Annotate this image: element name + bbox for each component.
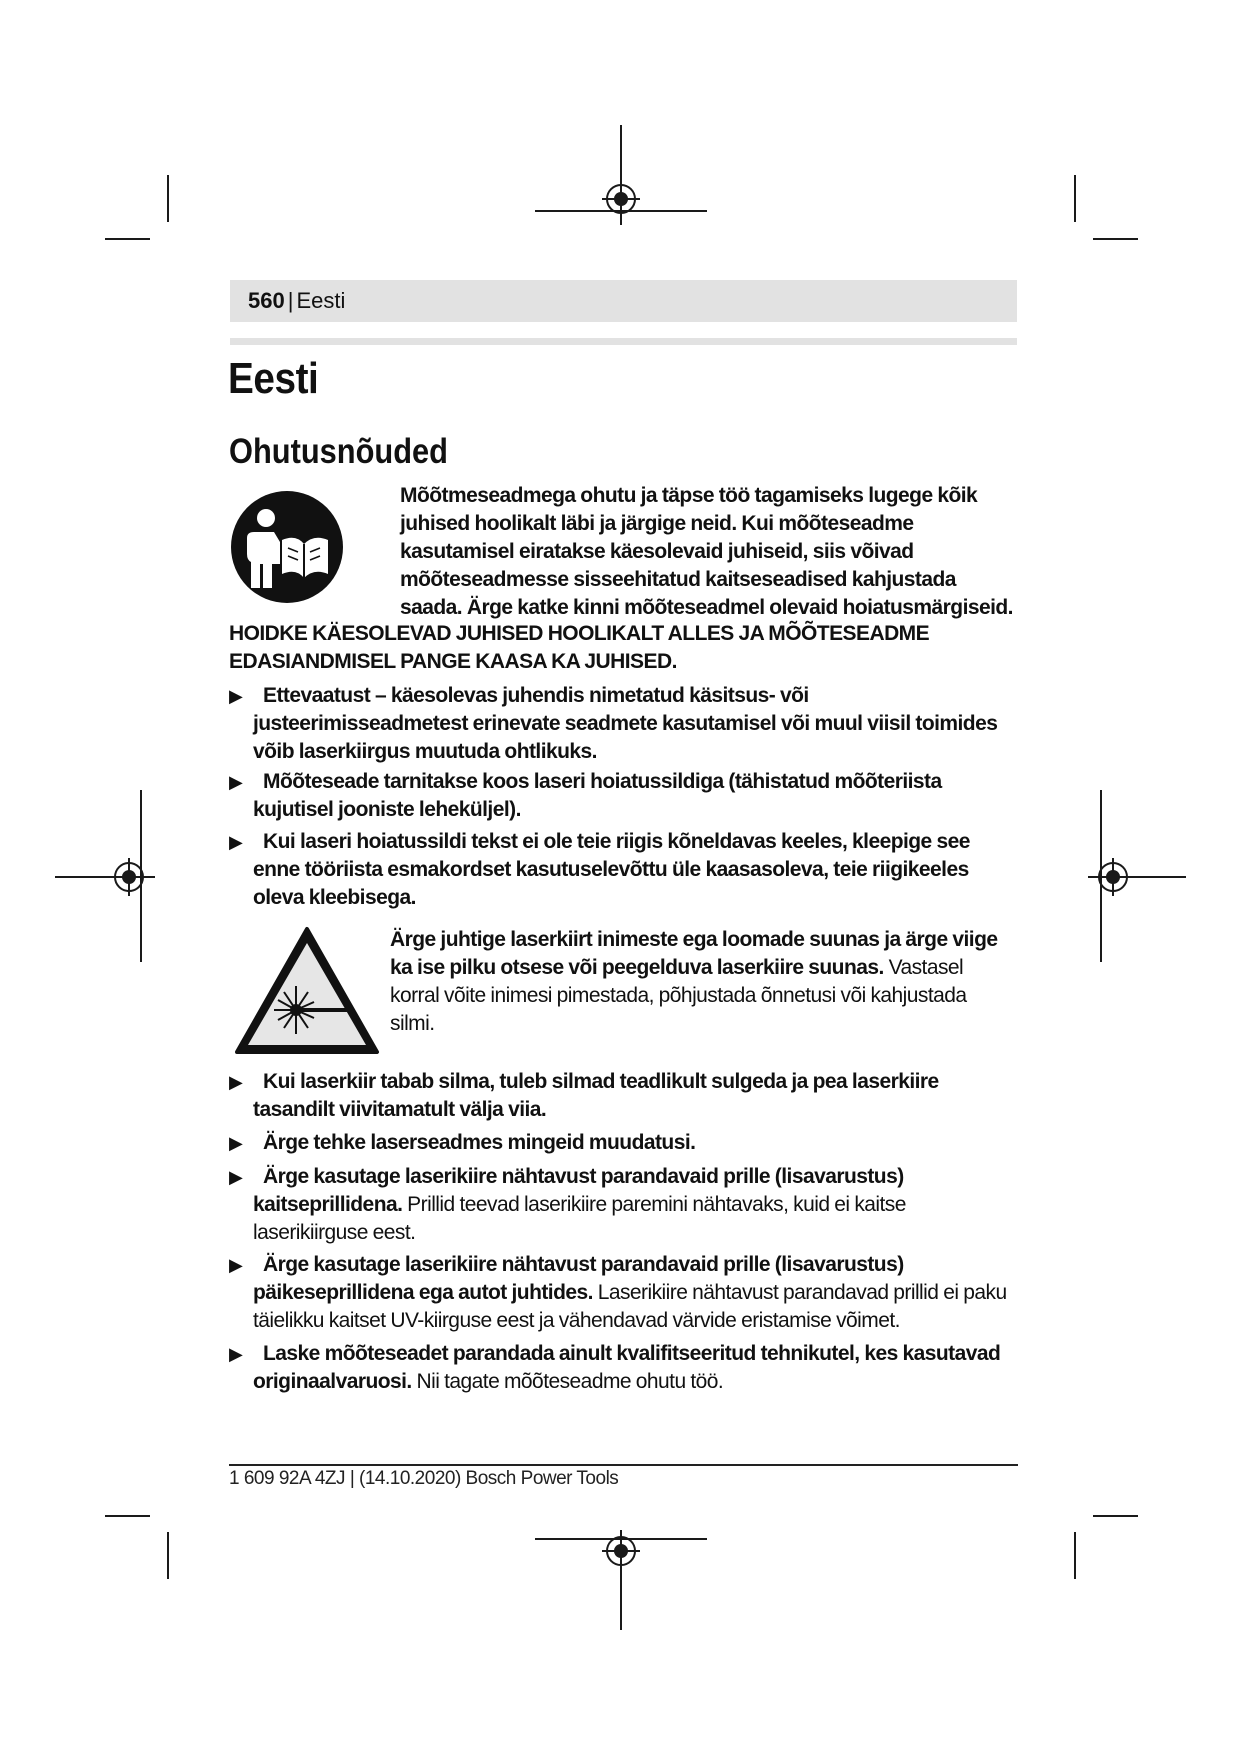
bullet-arrow-icon: ▶ (229, 686, 243, 706)
crop-mark-line (1093, 1515, 1138, 1517)
keep-instructions-notice: HOIDKE KÄESOLEVAD JUHISED HOOLIKALT ALLES JA MÕÕTESEADME EDASIANDMISEL PANGE KAASA KA JUHISED. (229, 622, 930, 673)
bullet-bold-text: Mõõteseade tarnitakse koos laseri hoiatussildiga (tähistatud mõõteriista kujutisel jooniste leheküljel). (253, 770, 942, 821)
laser-warning-bold: Ärge juhtige laserkiirt inimeste ega loomade suunas ja ärge viige ka ise pilku otsese või peegelduva laserkiire suunas. (390, 928, 998, 979)
registration-target-icon (1094, 858, 1132, 896)
bullet-bold-text: Kui laserkiir tabab silma, tuleb silmad teadlikult sulgeda ja pea laserkiire tasandilt viivitamatult välja viia. (253, 1070, 939, 1121)
read-manual-icon (230, 490, 344, 604)
crop-mark-line (1074, 1532, 1076, 1579)
registration-target-icon (602, 180, 640, 218)
bullet-text: Prillid teevad laserikiire paremini nähtavaks, kuid ei kaitse laserikiirguse eest. (253, 1193, 906, 1244)
bullet-bold-text: Kui laseri hoiatussildi tekst ei ole teie riigis kõneldavas keeles, kleepige see enne tööriista esmakordset kasutuselevõttu üle kaasasoleva, teie riigikeeles oleva kleebisega. (253, 830, 970, 909)
crop-mark-line (105, 238, 150, 240)
bullet-bold-text: Ärge kasutage laserikiire nähtavust parandavaid prille (lisavarustus) kaitseprillidena. (253, 1165, 904, 1216)
bullet-text: Laserikiire nähtavust parandavad prillid ei paku täielikku kaitset UV-kiirguse eest ja vähendavad värvide eristamise võimet. (253, 1281, 1007, 1332)
list-item (229, 1163, 1019, 1247)
header-separator: | (287, 288, 294, 313)
bullet-bold-text: Laske mõõteseadet parandada ainult kvalifitseeritud tehnikutel, kes kasutavad originaalvaruosi. (253, 1342, 1001, 1393)
crop-mark-line (167, 175, 169, 222)
bullet-arrow-icon: ▶ (229, 772, 243, 792)
bullet-text: Nii tagate mõõteseadme ohutu töö. (411, 1370, 724, 1393)
registration-target-icon (110, 858, 148, 896)
bullet-bold-text: Ärge kasutage laserikiire nähtavust parandavaid prille (lisavarustus) päikeseprillidena ega autot juhtides. (253, 1253, 904, 1304)
bullet-arrow-icon: ▶ (229, 1133, 243, 1153)
list-item (229, 768, 1019, 824)
header-rule (230, 338, 1017, 345)
bullet-bold-text: Ärge tehke laserseadmes mingeid muudatusi. (263, 1131, 696, 1154)
crop-mark-line (167, 1532, 169, 1579)
bullet-bold-text: Ettevaatust – käesolevas juhendis nimetatud käsitsus- või justeerimisseadmetest erinevate seadmete kasutamisel või muul viisil toimides võib laserkiirgus muutuda ohtlikuks. (253, 684, 998, 763)
header-section: Eesti (296, 288, 346, 313)
crop-mark-line (1074, 175, 1076, 222)
page-number: 560 (248, 288, 285, 313)
list-item (229, 1068, 1019, 1124)
bullet-arrow-icon: ▶ (229, 1167, 243, 1187)
registration-target-icon (602, 1532, 640, 1570)
list-item (229, 1129, 1019, 1157)
list-item (229, 828, 1019, 912)
section-title: Ohutusnõuded (229, 432, 448, 471)
list-item (229, 682, 1019, 766)
laser-warning-paragraph (390, 926, 1010, 1038)
list-item (229, 1251, 1019, 1335)
intro-paragraph: Mõõtmeseadmega ohutu ja täpse töö tagamiseks lugege kõik juhised hoolikalt läbi ja järgige neid. Kui mõõteseadme kasutamisel eiratakse käesolevaid juhiseid, siis võivad mõõteseadmesse sisseehitatud kaitseseadised kahjustada saada. Ärge katke kinni mõõteseadmel olevaid hoiatusmärgiseid. (400, 484, 1013, 619)
bullet-arrow-icon: ▶ (229, 1072, 243, 1092)
footer-rule (229, 1464, 1018, 1466)
list-item (229, 1340, 1019, 1396)
page-footer: 1 609 92A 4ZJ | (14.10.2020) Bosch Power Tools (229, 1468, 619, 1489)
page-header (230, 280, 1017, 322)
bullet-arrow-icon: ▶ (229, 1255, 243, 1275)
bullet-arrow-icon: ▶ (229, 832, 243, 852)
laser-warning-text: Vastasel korral võite inimesi pimestada, põhjustada õnnetusi või kahjustada silmi. (390, 956, 967, 1035)
page-title: Eesti (228, 354, 319, 403)
laser-warning-icon (234, 926, 380, 1056)
bullet-arrow-icon: ▶ (229, 1344, 243, 1364)
crop-mark-line (105, 1515, 150, 1517)
crop-mark-line (1093, 238, 1138, 240)
